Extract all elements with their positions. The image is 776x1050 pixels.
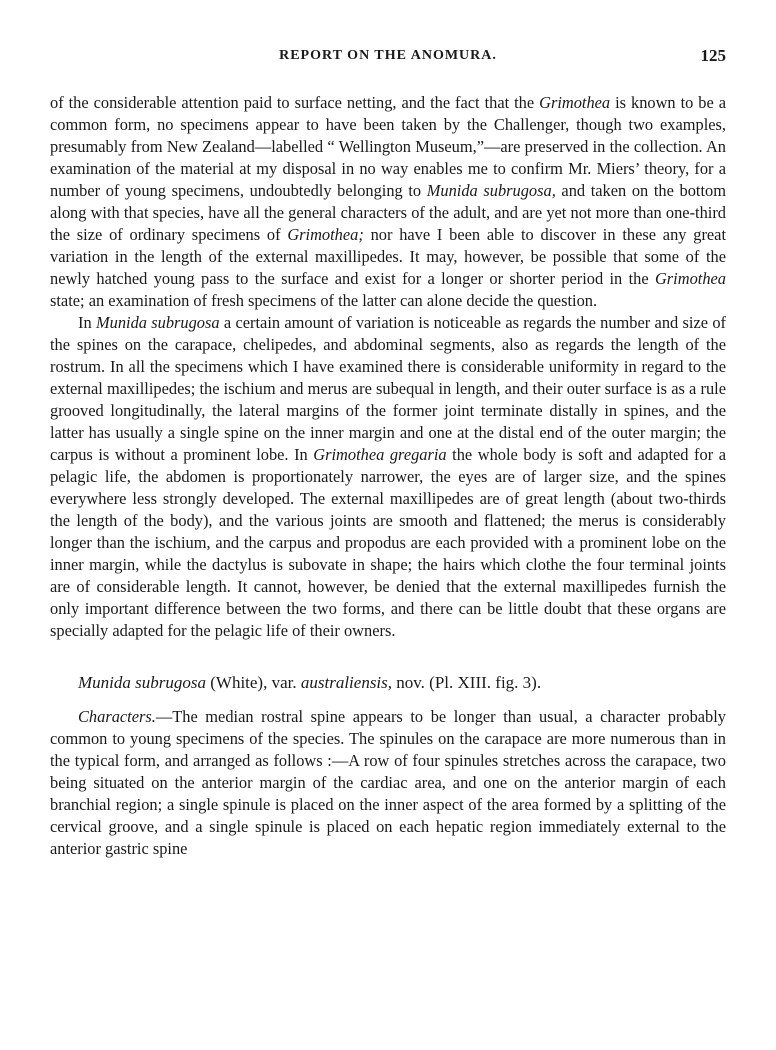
paragraph-1 xyxy=(50,92,726,312)
page xyxy=(50,48,726,860)
text-run: is known to be a common form, no specimens appear to have been taken by the Challenger, though two examples, presumably from New Zealand—labelled “ Wellington Museum,”—are preserved in the collection. An examination of the material at my disposal in no way enables me to confirm Mr. Miers’ theory, for a number of young specimens, undoubtedly belonging to xyxy=(50,93,726,200)
italic-text-run: Grimothea; xyxy=(287,225,364,244)
text-run: nov. (Pl. XIII. fig. 3). xyxy=(392,673,542,692)
section-heading xyxy=(50,672,726,694)
italic-text-run: Characters. xyxy=(78,707,156,726)
italic-text-run: Grimothea xyxy=(539,93,611,112)
text-run: of the considerable attention paid to surface netting, and the fact that the xyxy=(50,93,540,112)
italic-text-run: Munida subrugosa, xyxy=(426,181,556,200)
italic-text-run: Munida subrugosa xyxy=(95,313,220,332)
text-run: nor have I been able to discover in these any great variation in the length of the external maxillipedes. It may, however, be possible that some of the newly hatched young pass to the surface and exist for a longer or shorter period in the xyxy=(50,225,727,288)
italic-text-run: australiensis, xyxy=(300,673,393,692)
italic-text-run: Grimothea gregaria xyxy=(313,445,447,464)
italic-text-run: Munida subrugosa xyxy=(78,673,206,692)
text-run: —The median rostral spine appears to be longer than usual, a character probably common to young specimens of the species. The spinules on the carapace are more numerous than in the typical form, and arranged as follows :—A row of four spinules stretches across the carapace, two being situated on the anterior margin of the cardiac area, and one on the anterior margin of each branchial region; a single spinule is placed on the inner aspect of the area formed by a splitting of the cervical groove, and a single spinule is placed on each hepatic region immediately external to the anterior gastric spine xyxy=(50,707,726,858)
running-header xyxy=(50,48,726,72)
text-run: (White), var. xyxy=(205,673,301,692)
text-run: a certain amount of variation is noticeable as regards the number and size of the spines on the carapace, chelipedes, and abdominal segments, also as regards the length of the rostrum. In all the specimens which I have examined there is considerable uniformity in regard to the external maxillipedes; the ischium and merus are subequal in length, and their outer surface is as a rule grooved longitudinally, the lateral margins of the former joint terminate distally in spines, and the latter has usually a single spine on the inner margin and one at the distal end of the outer margin; the carpus is without a prominent lobe. In xyxy=(50,313,726,464)
paragraph-2 xyxy=(50,312,726,642)
characters-paragraph xyxy=(50,706,726,860)
page-number: 125 xyxy=(700,46,726,65)
running-title: REPORT ON THE ANOMURA. xyxy=(279,48,497,63)
text-run: the whole body is soft and adapted for a pelagic life, the abdomen is proportionately narrower, the eyes are of larger size, and the spines everywhere less strongly developed. The external maxillipedes are of great length (about two-thirds the length of the body), and the various joints are smooth and flattened; the merus is considerably longer than the ischium, and the carpus and propodus are each provided with a prominent lobe on the inner margin, while the dactylus is subovate in shape; the hairs which clothe the four terminal joints are of considerable length. It cannot, however, be denied that the external maxillipedes furnish the only important difference between the two forms, and there can be little doubt that these organs are specially adapted for the pelagic life of their owners. xyxy=(50,445,726,640)
body-text xyxy=(50,92,726,860)
text-run: In xyxy=(78,313,96,332)
text-run: state; an examination of fresh specimens of the latter can alone decide the question. xyxy=(50,291,598,310)
text-run: and taken on the bottom along with that species, have all the general characters of the adult, and are yet not more than one-third the size of ordinary specimens of xyxy=(50,181,726,244)
italic-text-run: Grimothea xyxy=(654,269,726,288)
